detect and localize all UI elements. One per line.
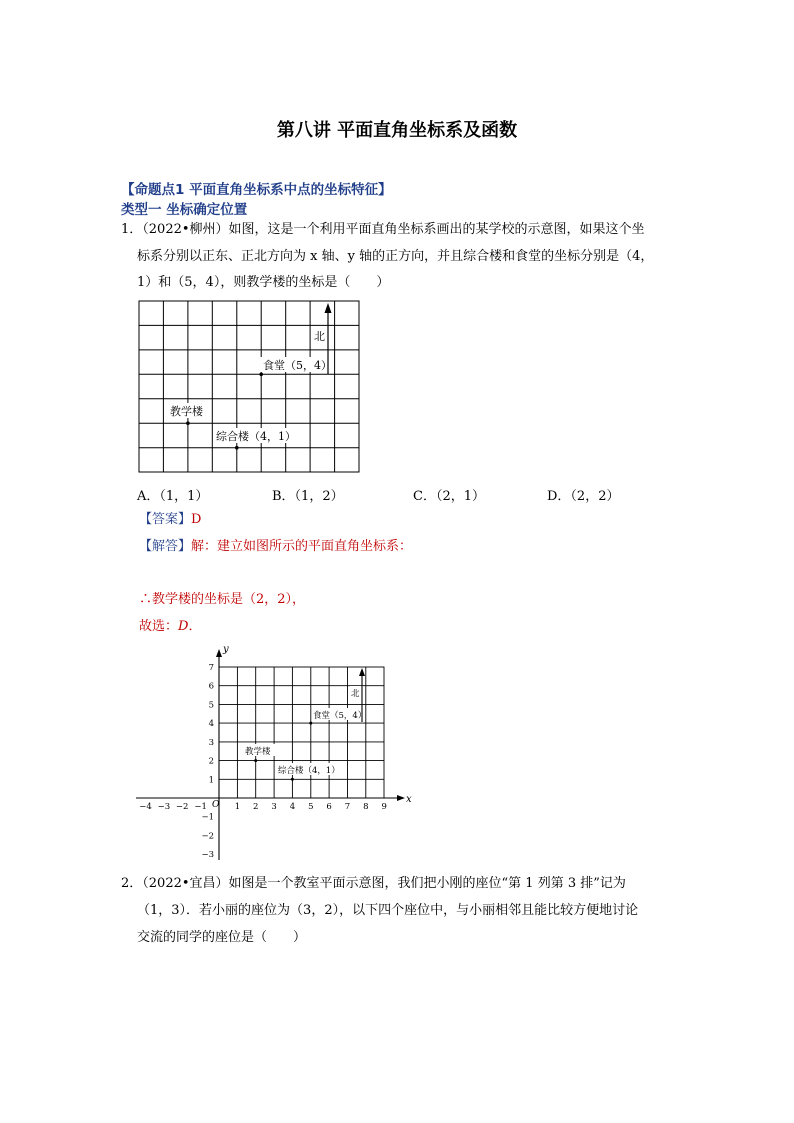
teaching-building-point [186,421,190,425]
x-tick-labels [139,802,387,812]
x-tick-label: 4 [289,802,296,812]
choice-b: B．（1，2） [272,489,344,504]
x-axis-label: x [406,794,412,805]
page-title: 第八讲 平面直角坐标系及函数 [276,120,518,141]
y-tick-label: −3 [201,850,214,860]
complex-building-point [235,446,239,450]
canteen-point [259,373,263,377]
x-axis-arrow [397,795,405,801]
y-axis-arrow [216,649,222,657]
teaching-building-label: 教学楼 [170,405,203,418]
y-tick-label: 2 [208,756,214,767]
north-label: 北 [351,689,360,699]
choice-d: D．（2，2） [547,489,620,504]
y-tick-label: 1 [208,775,214,786]
y-tick-labels [201,663,214,860]
x-tick-label: 9 [381,802,387,812]
question-1-line-1: 1．（2022•柳州）如图，这是一个利用平面直角坐标系画出的某学校的示意图，如果这个坐 [121,222,645,237]
canteen-label: 食堂（5，4） [263,359,332,372]
question-1-line-3: 1）和（5，4），则教学楼的坐标是（ ） [137,275,390,290]
solution-tag: 【解答】 [139,539,192,554]
conclusion-line: ∴教学楼的坐标是（2，2）， [139,592,306,607]
north-label: 北 [314,330,325,343]
teaching-building-label: 教学楼 [245,747,271,757]
x-tick-label: −2 [175,802,189,812]
question-1-line-2: 标系分别以正东、正北方向为 x 轴、y 轴的正方向，并且综合楼和食堂的坐标分别是（4， [137,249,654,264]
y-tick-label: 7 [208,663,214,673]
x-tick-label: 7 [344,802,351,812]
x-tick-label: 2 [252,802,259,812]
choose-line [139,619,201,635]
type-heading: 类型一 坐标确定位置 [121,202,248,218]
y-axis-label: y [223,644,229,655]
y-tick-label: 4 [208,719,214,730]
canteen-point [309,722,312,725]
coordinate-plane-figure [132,640,414,862]
canteen-label: 食堂（5，4） [313,711,367,721]
x-tick-label: −4 [139,802,152,812]
question-2-line-3: 交流的同学的座位是（ ） [137,930,307,945]
complex-building-label: 综合楼（4，1） [278,766,340,776]
x-tick-label: −1 [194,802,207,812]
choose-value: D [178,619,189,634]
north-arrow-head [325,303,332,313]
question-2-line-1: 2．（2022•宜昌）如图是一个教室平面示意图，我们把小刚的座位“第 1 列第 3 排”记为 [121,876,626,891]
y-tick-label: 6 [208,681,214,692]
x-tick-label: 3 [271,802,277,812]
x-tick-label: −3 [157,802,171,812]
answer-line [139,512,201,528]
school-map-figure [138,300,360,474]
choose-suffix: ． [188,619,202,634]
x-tick-label: 6 [326,802,332,812]
x-tick-label: 5 [308,802,314,812]
answer-tag: 【答案】 [139,512,192,527]
section-heading: 【命题点1 平面直角坐标系中点的坐标特征】 [121,182,392,198]
question-2-line-2: （1，3）．若小丽的座位为（3，2），以下四个座位中，与小丽相邻且能比较方便地讨论 [137,903,639,918]
answer-value: D [191,512,202,527]
complex-building-label: 综合楼（4，1） [216,430,296,443]
solution-text: 解：建立如图所示的平面直角坐标系： [191,539,413,554]
y-tick-label: 3 [208,737,214,748]
y-tick-label: −2 [201,831,214,842]
origin-label: O [212,800,220,810]
choice-a: A．（1，1） [137,489,209,504]
choose-prefix: 故选： [139,619,179,634]
teaching-building-point [254,759,257,762]
north-arrow-head [359,668,365,676]
solution-line [139,539,412,555]
complex-building-point [291,778,294,781]
choice-c: C．（2，1） [413,489,485,504]
x-tick-label: 1 [234,802,241,812]
map-grid [139,301,359,472]
y-tick-label: 5 [208,700,214,711]
y-tick-label: −1 [201,812,214,823]
x-tick-label: 8 [363,802,369,812]
